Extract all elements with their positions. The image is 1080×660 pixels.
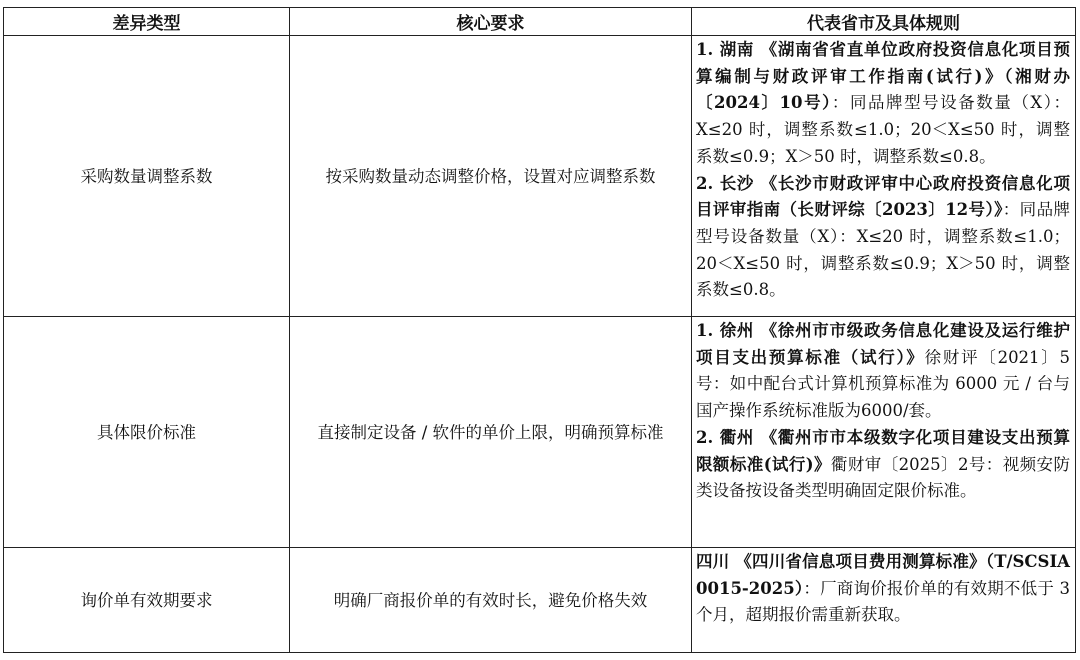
table-row — [4, 36, 1076, 317]
table-row — [4, 317, 1076, 548]
header-difference-type: 差异类型 — [4, 8, 290, 36]
row-requirement: 明确厂商报价单的有效时长，避免价格失效 — [290, 548, 692, 653]
rule-lead: 2. 衢州 《衢州市市本级数字化项目建设支出预算限额标准(试行)》 — [696, 427, 1070, 474]
rule-lead: 2. 长沙 《长沙市财政评审中心政府投资信息化项目评审指南（长财评综〔2023〕12号）》 — [696, 173, 1070, 220]
rule-item — [696, 171, 1070, 305]
rule-item — [696, 37, 1070, 171]
row-type: 具体限价标准 — [4, 317, 290, 548]
rule-lead: 1. 徐州 《徐州市市级政务信息化建设及运行维护项目支出预算标准（试行）》 — [696, 321, 1070, 367]
rule-detail: ：同品牌型号设备数量（X）：X≤20 时，调整系数≤1.0；20＜X≤50 时，调整系数≤0.9；X＞50 时，调整系数≤0.8。 — [696, 200, 1070, 300]
header-core-requirement: 核心要求 — [290, 8, 692, 36]
row-type: 采购数量调整系数 — [4, 36, 290, 317]
row-rules — [692, 36, 1076, 317]
table-row — [4, 548, 1076, 653]
table-header-row — [4, 8, 1076, 36]
rule-detail: ：同品牌型号设备数量（X）：X≤20 时，调整系数≤1.0；20＜X≤50 时，调整系数≤0.9；X＞50 时，调整系数≤0.8。 — [696, 93, 1070, 166]
rule-detail: 衢财审〔2025〕2号：视频安防类设备按设备类型明确固定限价标准。 — [696, 454, 1070, 501]
rule-item — [696, 318, 1070, 425]
rule-detail: ：厂商询价报价单的有效期不低于 3 个月，超期报价需重新获取。 — [696, 578, 1070, 625]
rule-lead: 四川 《四川省信息项目费用测算标准》（T/SCSIA 0015-2025） — [696, 552, 1070, 598]
rule-lead: 1. 湖南 《湖南省省直单位政府投资信息化项目预算编制与财政评审工作指南(试行)》（湘财办〔2024〕10号） — [696, 40, 1070, 113]
row-requirement: 直接制定设备 / 软件的单价上限，明确预算标准 — [290, 317, 692, 548]
rule-item — [696, 425, 1070, 505]
row-type: 询价单有效期要求 — [4, 548, 290, 653]
rule-detail: 徐财评〔2021〕5号：如中配台式计算机预算标准为 6000 元 / 台与国产操作系统标准版为6000/套。 — [696, 347, 1071, 421]
rule-item — [696, 549, 1070, 629]
policy-comparison-table — [3, 7, 1076, 653]
row-rules — [692, 317, 1076, 548]
row-rules — [692, 548, 1076, 653]
header-representative-rules: 代表省市及具体规则 — [692, 8, 1076, 36]
row-requirement: 按采购数量动态调整价格，设置对应调整系数 — [290, 36, 692, 317]
